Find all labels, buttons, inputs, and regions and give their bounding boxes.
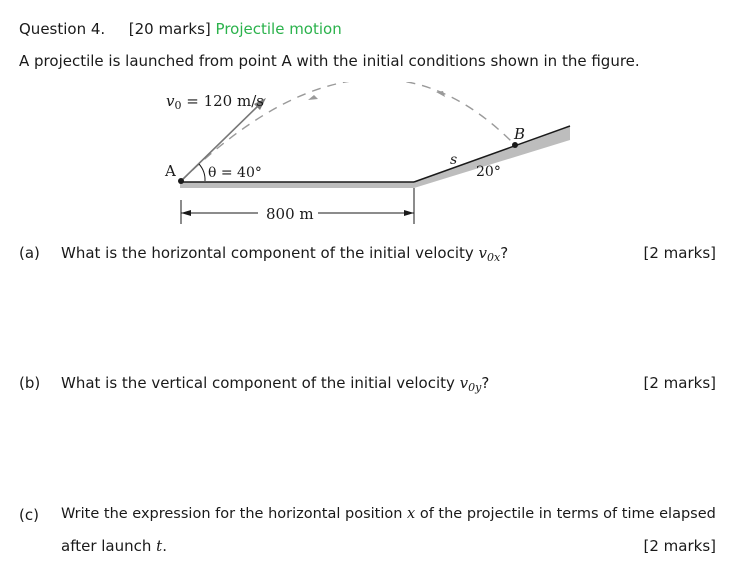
question-marks: [20 marks] [128,20,211,38]
part-c-question-line2: after launch t. [61,537,167,555]
part-b-question: What is the vertical component of the initial velocity $v_{0y}$? [61,374,490,394]
part-b-label: (b) [19,374,41,392]
part-c-label: (c) [19,506,39,524]
var-t: t [156,537,163,555]
theta-label: θ = 40° [208,165,262,181]
question-topic: Projectile motion [215,20,342,38]
point-a-dot [178,178,184,184]
var-v0x: $v_{0x}$ [478,244,501,264]
intro-text: A projectile is launched from point A with the initial conditions shown in the figure. [19,52,640,70]
part-b-marks: [2 marks] [643,374,716,392]
trajectory-arrow [436,91,445,97]
angle-arc [199,164,205,181]
part-c-marks: [2 marks] [643,537,716,555]
part-a-question: What is the horizontal component of the initial velocity $v_{0x}$? [61,244,509,264]
dimension-arrow-left [181,210,191,216]
point-b-label: B [514,125,526,143]
s-label: s [450,152,458,168]
question-header [19,20,342,38]
trajectory-arrow [308,95,318,100]
part-a-marks: [2 marks] [643,244,716,262]
var-x: x [407,506,416,522]
projectile-figure [0,82,752,232]
point-a-label: A [165,162,176,180]
part-c-question: Write the expression for the horizontal position x of the projectile in terms of time elapsed [61,506,716,522]
dimension-arrow-right [404,210,414,216]
var-v0y: $v_{0y}$ [459,374,482,394]
level-ground [180,182,414,188]
question-number: Question 4. [19,20,106,38]
slope-angle-label: 20° [476,164,501,180]
distance-label: 800 m [266,205,314,223]
part-a-label: (a) [19,244,40,262]
v0-label: $v_0 = 120$ m/s [166,92,264,112]
